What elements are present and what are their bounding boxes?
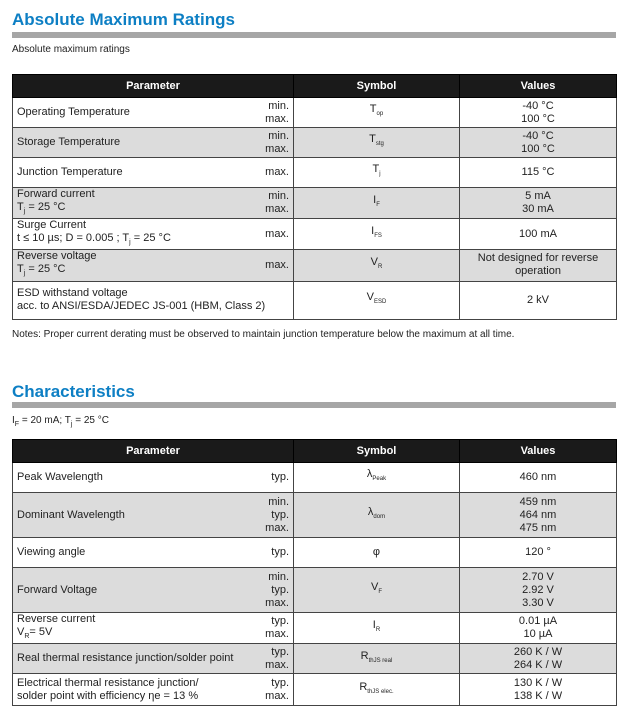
- char-row: [13, 538, 617, 568]
- value-line: 100 °C: [521, 142, 555, 155]
- qualifier-label: typ.: [271, 645, 289, 658]
- char-symbol-cell: [294, 644, 460, 674]
- char-title: Characteristics: [12, 382, 135, 401]
- qualifier: [265, 568, 289, 612]
- qualifier-label: typ.: [271, 546, 289, 558]
- qualifier-label: typ.: [271, 508, 289, 521]
- qualifier-label: typ.: [271, 583, 289, 596]
- value-line: 0.01 µA: [518, 615, 558, 628]
- qualifier: [265, 613, 289, 643]
- symbol-base: T: [369, 133, 376, 146]
- parameter-text: T: [17, 201, 24, 213]
- value-line: 464 nm: [519, 508, 557, 521]
- abs-value-cell: [460, 98, 617, 128]
- qualifier-label: min.: [268, 129, 289, 142]
- parameter-text: T: [17, 263, 24, 276]
- value-line: -40 °C: [522, 99, 554, 112]
- parameter-name: [17, 106, 289, 119]
- symbol-base: I: [373, 194, 377, 206]
- qualifier: [265, 674, 289, 705]
- parameter-name: [17, 166, 289, 179]
- abs-symbol-cell: [294, 128, 460, 158]
- char-header-parameter: Parameter: [13, 440, 294, 463]
- char-title-bar: [12, 402, 616, 408]
- symbol-base: T: [372, 163, 380, 176]
- char-header-symbol: Symbol: [294, 440, 460, 463]
- char-header-values: Values: [460, 440, 617, 463]
- symbol-subscript: FS: [374, 233, 382, 240]
- value-line: Not designed for reverse: [477, 252, 599, 265]
- symbol-subscript: dom: [373, 514, 386, 521]
- symbol-subscript: F: [376, 202, 380, 209]
- symbol-subscript: j: [379, 171, 381, 178]
- qualifier-label: max.: [265, 521, 289, 534]
- parameter-line: Operating Temperature: [17, 106, 130, 118]
- parameter-subscript: j: [129, 239, 131, 247]
- char-symbol-cell: [294, 538, 460, 568]
- char-row: [13, 613, 617, 644]
- abs-row: [13, 219, 617, 250]
- parameter-line: Dominant Wavelength: [17, 508, 125, 521]
- abs-row: [13, 250, 617, 281]
- char-value-cell: [460, 613, 617, 644]
- symbol-subscript: R: [375, 627, 381, 634]
- parameter-line: acc. to ANSI/ESDA/JEDEC JS-001 (HBM, Class 2): [17, 300, 266, 313]
- abs-row: [13, 281, 617, 319]
- qualifier: [265, 188, 289, 218]
- char-parameter-cell: [13, 463, 294, 493]
- qualifier-label: max.: [265, 142, 289, 155]
- parameter-line: Forward Voltage: [17, 583, 98, 596]
- char-value-cell: [460, 644, 617, 674]
- value-line: 3.30 V: [522, 596, 554, 609]
- abs-value-cell: [460, 188, 617, 219]
- parameter-name: [17, 509, 289, 522]
- abs-parameter-cell: [13, 158, 294, 188]
- symbol-base: λ: [367, 505, 374, 518]
- parameter-name: [17, 677, 289, 703]
- qualifier-label: min.: [268, 495, 289, 508]
- abs-symbol-cell: [294, 158, 460, 188]
- abs-value-cell: [460, 128, 617, 158]
- value-line: 138 K / W: [513, 689, 563, 702]
- qualifier: [271, 538, 289, 567]
- parameter-line: Surge Current: [17, 219, 87, 232]
- symbol-subscript: R: [378, 264, 383, 271]
- symbol-base: V: [370, 256, 378, 269]
- symbol-base: V: [370, 580, 379, 593]
- parameter-name: [17, 188, 289, 218]
- char-symbol-cell: [294, 568, 460, 613]
- char-symbol-cell: [294, 493, 460, 538]
- parameter-text: = 25 °C: [25, 201, 66, 213]
- char-row: [13, 644, 617, 674]
- char-parameter-cell: [13, 493, 294, 538]
- abs-parameter-cell: [13, 250, 294, 281]
- char-value-cell: [460, 674, 617, 706]
- parameter-line: ESD withstand voltage: [17, 287, 128, 300]
- abs-parameter-cell: [13, 219, 294, 250]
- char-value-cell: [460, 568, 617, 613]
- value-line: 115 °C: [521, 166, 555, 178]
- value-line: 2.70 V: [522, 570, 554, 583]
- symbol-base: T: [369, 103, 377, 116]
- abs-parameter-cell: [13, 281, 294, 319]
- abs-value-cell: [460, 281, 617, 319]
- char-symbol-cell: [294, 674, 460, 706]
- qualifier-label: typ.: [271, 615, 289, 628]
- parameter-line: Electrical thermal resistance junction/: [17, 676, 199, 689]
- parameter-name: [17, 219, 289, 249]
- parameter-line: [17, 263, 289, 280]
- abs-header-parameter: Parameter: [13, 75, 294, 98]
- qualifier-label: typ.: [271, 676, 289, 689]
- parameter-name: [17, 136, 289, 149]
- abs-symbol-cell: [294, 188, 460, 219]
- qualifier: [265, 250, 289, 280]
- parameter-text: V: [17, 626, 25, 638]
- char-parameter-cell: [13, 644, 294, 674]
- value-line: 460 nm: [519, 471, 557, 483]
- qualifier: [265, 493, 289, 537]
- qualifier-label: max.: [265, 596, 289, 609]
- symbol-base: V: [366, 290, 374, 303]
- char-parameter-cell: [13, 613, 294, 644]
- parameter-line: Storage Temperature: [17, 136, 121, 148]
- abs-symbol-cell: [294, 98, 460, 128]
- abs-symbol-cell: [294, 219, 460, 250]
- value-line: 30 mA: [522, 203, 554, 216]
- char-value-cell: [460, 493, 617, 538]
- value-line: 475 nm: [519, 521, 557, 534]
- qualifier: [265, 219, 289, 249]
- parameter-line: Forward current: [17, 188, 95, 200]
- parameter-name: [17, 250, 289, 280]
- char-symbol-cell: [294, 463, 460, 493]
- symbol-base: λ: [366, 468, 373, 481]
- abs-row: [13, 158, 617, 188]
- value-line: 120 °: [525, 546, 551, 558]
- parameter-name: [17, 584, 289, 597]
- value-line: 2 kV: [526, 293, 549, 306]
- char-value-cell: [460, 538, 617, 568]
- parameter-line: [17, 201, 289, 218]
- parameter-subscript: R: [24, 633, 30, 641]
- abs-subtitle: Absolute maximum ratings: [12, 44, 130, 55]
- symbol-subscript: stg: [375, 141, 384, 148]
- abs-value-cell: [460, 250, 617, 281]
- qualifier-label: max.: [265, 112, 289, 125]
- abs-header-symbol: Symbol: [294, 75, 460, 98]
- abs-value-cell: [460, 158, 617, 188]
- symbol-subscript: Peak: [372, 476, 387, 483]
- value-line: operation: [515, 265, 561, 278]
- char-conditions: $I_F = 20$ mA; $T_j = 25$ °C: [12, 415, 109, 428]
- value-line: 260 K / W: [513, 645, 563, 658]
- abs-header-values: Values: [460, 75, 617, 98]
- symbol-subscript: F: [378, 589, 382, 596]
- symbol-subscript: op: [376, 111, 384, 118]
- abs-table: [12, 74, 617, 320]
- value-line: 10 µA: [523, 628, 553, 641]
- value-line: 5 mA: [525, 190, 551, 203]
- qualifier: [265, 644, 289, 673]
- abs-parameter-cell: [13, 98, 294, 128]
- parameter-line: Reverse current: [17, 613, 96, 625]
- parameter-line: Real thermal resistance junction/solder point: [17, 652, 234, 665]
- qualifier-label: typ.: [271, 471, 289, 483]
- qualifier: [265, 98, 289, 127]
- parameter-text: = 25 °C: [25, 263, 66, 276]
- parameter-name: [17, 287, 289, 313]
- symbol-subscript: thJS elec.: [367, 688, 394, 695]
- abs-parameter-cell: [13, 128, 294, 158]
- abs-symbol-cell: [294, 250, 460, 281]
- value-line: -40 °C: [522, 129, 554, 142]
- abs-title: Absolute Maximum Ratings: [12, 10, 235, 29]
- value-line: 2.92 V: [522, 583, 554, 596]
- parameter-text: = 5V: [29, 626, 53, 638]
- abs-symbol-cell: [294, 281, 460, 319]
- symbol-base: R: [360, 649, 369, 662]
- qualifier-label: max.: [265, 166, 289, 178]
- abs-title-bar: [12, 32, 616, 38]
- qualifier: [271, 463, 289, 492]
- char-row: [13, 463, 617, 493]
- parameter-line: Junction Temperature: [17, 166, 123, 178]
- abs-row: [13, 98, 617, 128]
- parameter-subscript: j: [23, 270, 26, 278]
- symbol-subscript: ESD: [374, 299, 387, 306]
- qualifier: [265, 158, 289, 187]
- qualifier-label: max.: [265, 227, 289, 240]
- abs-row: [13, 128, 617, 158]
- qualifier-label: min.: [268, 99, 289, 112]
- char-row: [13, 568, 617, 613]
- value-line: 100 mA: [519, 227, 557, 240]
- value-line: 459 nm: [519, 495, 557, 508]
- qualifier-label: max.: [265, 628, 289, 641]
- parameter-text: t ≤ 10 µs; D = 0.005 ; T: [17, 232, 130, 245]
- parameter-line: [17, 626, 289, 643]
- abs-note: Notes: Proper current derating must be observed to maintain junction temperature below the maximum at all time.: [12, 329, 515, 340]
- symbol-subscript: thJS real: [368, 657, 393, 664]
- symbol-base: R: [359, 680, 368, 693]
- value-line: 100 °C: [521, 112, 555, 125]
- symbol-base: I: [372, 619, 376, 631]
- char-parameter-cell: [13, 674, 294, 706]
- value-line: 264 K / W: [513, 658, 563, 671]
- value-line: 130 K / W: [513, 676, 563, 689]
- qualifier-label: min.: [268, 570, 289, 583]
- parameter-name: [17, 546, 289, 559]
- parameter-line: [17, 232, 289, 249]
- char-row: [13, 674, 617, 706]
- symbol-base: φ: [372, 546, 381, 558]
- char-symbol-cell: [294, 613, 460, 644]
- parameter-line: Reverse voltage: [17, 250, 97, 263]
- parameter-line: solder point with efficiency ηe = 13 %: [17, 689, 199, 702]
- char-value-cell: [460, 463, 617, 493]
- char-parameter-cell: [13, 538, 294, 568]
- char-parameter-cell: [13, 568, 294, 613]
- abs-parameter-cell: [13, 188, 294, 219]
- qualifier: [265, 128, 289, 157]
- abs-value-cell: [460, 219, 617, 250]
- abs-row: [13, 188, 617, 219]
- parameter-name: [17, 652, 289, 665]
- qualifier-label: max.: [265, 689, 289, 702]
- parameter-name: [17, 471, 289, 484]
- qualifier-label: max.: [265, 658, 289, 671]
- qualifier-label: min.: [268, 190, 289, 203]
- parameter-line: Peak Wavelength: [17, 471, 103, 483]
- parameter-subscript: j: [23, 208, 26, 216]
- parameter-text: = 25 °C: [130, 232, 171, 245]
- symbol-base: I: [371, 225, 375, 238]
- parameter-line: Viewing angle: [17, 546, 86, 558]
- char-table: [12, 439, 617, 706]
- qualifier-label: max.: [265, 258, 289, 271]
- qualifier-label: max.: [265, 203, 289, 216]
- char-row: [13, 493, 617, 538]
- parameter-name: [17, 613, 289, 643]
